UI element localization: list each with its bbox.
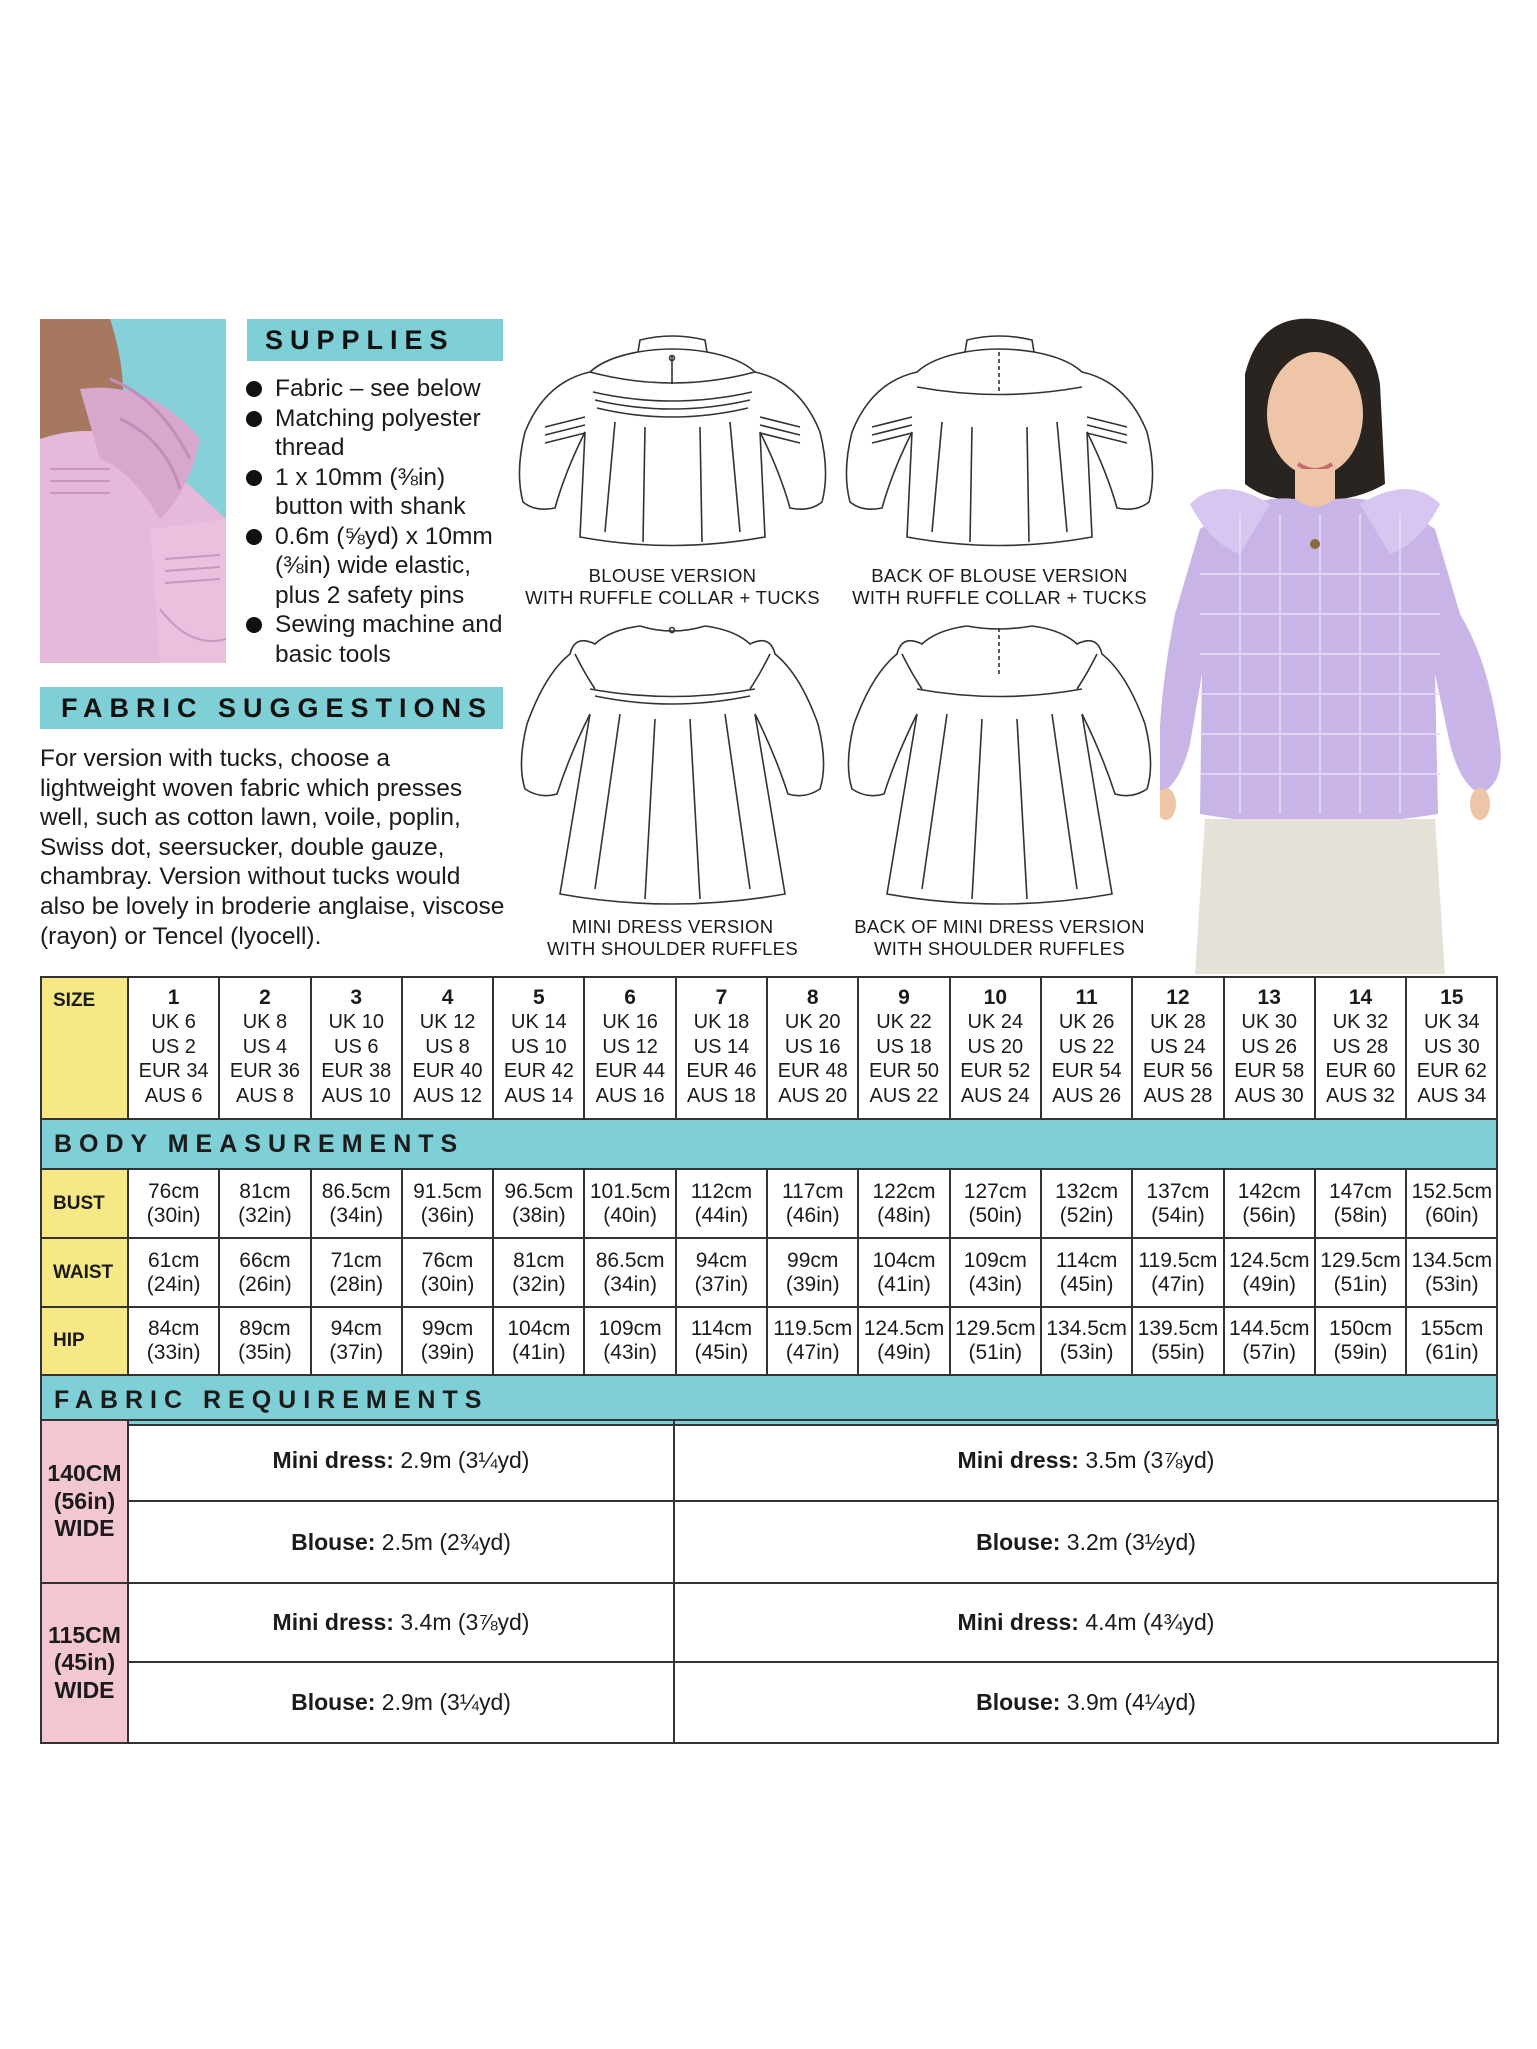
requirement-cell: Mini dress: 2.9m (3¼yd) [128,1420,674,1501]
measurement-cell: 84cm (33in) [128,1307,219,1375]
requirement-row [41,1583,1498,1662]
requirement-row [41,1501,1498,1583]
mini-dress-back-caption: BACK OF MINI DRESS VERSION WITH SHOULDER RUFFLES [854,916,1145,959]
measurement-cell: 134.5cm (53in) [1406,1238,1497,1307]
measurement-cell: 86.5cm (34in) [311,1169,402,1238]
measurement-cell: 76cm (30in) [402,1238,493,1307]
bust-row [41,1169,1497,1238]
size-row [41,977,1497,1119]
measurement-cell: 124.5cm (49in) [1224,1238,1315,1307]
blouse-front-caption: BLOUSE VERSION WITH RUFFLE COLLAR + TUCKS [525,565,820,608]
requirement-cell: Blouse: 3.2m (3½yd) [674,1501,1498,1583]
measurement-cell: 119.5cm (47in) [767,1307,858,1375]
measurement-cell: 127cm (50in) [950,1169,1041,1238]
measurement-cell: 132cm (52in) [1041,1169,1132,1238]
requirement-row [41,1420,1498,1501]
supply-item: Fabric – see below [244,374,514,404]
size-cell: 10 UK 24 US 20 EUR 52 AUS 24 [950,977,1041,1119]
mini-dress-back-drawing [842,614,1157,914]
bust-label: BUST [41,1169,128,1238]
supply-item: 1 x 10mm (⅜in) button with shank [244,463,514,522]
measurement-cell: 104cm (41in) [493,1307,584,1375]
measurement-cell: 134.5cm (53in) [1041,1307,1132,1375]
body-measurements-heading: BODY MEASUREMENTS [41,1119,1497,1169]
measurement-cell: 112cm (44in) [676,1169,767,1238]
measurement-cell: 76cm (30in) [128,1169,219,1238]
measurement-cell: 61cm (24in) [128,1238,219,1307]
measurement-cell: 96.5cm (38in) [493,1169,584,1238]
waist-label: WAIST [41,1238,128,1307]
size-cell: 2 UK 8 US 4 EUR 36 AUS 8 [219,977,310,1119]
size-cell: 4 UK 12 US 8 EUR 40 AUS 12 [402,977,493,1119]
measurement-cell: 124.5cm (49in) [858,1307,949,1375]
blouse-back-drawing [842,322,1157,562]
measurement-cell: 114cm (45in) [1041,1238,1132,1307]
measurement-cell: 109cm (43in) [584,1307,675,1375]
measurement-cell: 129.5cm (51in) [1315,1238,1406,1307]
measurement-cell: 71cm (28in) [311,1238,402,1307]
supply-item: Sewing machine and basic tools [244,610,514,669]
measurement-cell: 91.5cm (36in) [402,1169,493,1238]
measurement-cell: 99cm (39in) [402,1307,493,1375]
requirement-row [41,1662,1498,1743]
hip-row [41,1307,1497,1375]
measurement-cell: 86.5cm (34in) [584,1238,675,1307]
supplies-heading: SUPPLIES [247,319,503,361]
requirement-cell: Blouse: 2.5m (2¾yd) [128,1501,674,1583]
blouse-front-drawing [515,322,830,562]
size-cell: 14 UK 32 US 28 EUR 60 AUS 32 [1315,977,1406,1119]
requirement-cell: Mini dress: 3.5m (3⅞yd) [674,1420,1498,1501]
size-cell: 8 UK 20 US 16 EUR 48 AUS 20 [767,977,858,1119]
size-cell: 3 UK 10 US 6 EUR 38 AUS 10 [311,977,402,1119]
size-cell: 5 UK 14 US 10 EUR 42 AUS 14 [493,977,584,1119]
measurement-cell: 81cm (32in) [493,1238,584,1307]
size-chart-table [40,976,1498,1426]
mini-dress-front-caption: MINI DRESS VERSION WITH SHOULDER RUFFLES [547,916,798,959]
supply-item: 0.6m (⅝yd) x 10mm (⅜in) wide elastic, plus 2 safety pins [244,522,514,611]
measurement-cell: 150cm (59in) [1315,1307,1406,1375]
fabric-requirements-table [40,1419,1499,1744]
requirement-cell: Blouse: 3.9m (4¼yd) [674,1662,1498,1743]
measurement-cell: 81cm (32in) [219,1169,310,1238]
measurement-cell: 109cm (43in) [950,1238,1041,1307]
measurement-cell: 94cm (37in) [311,1307,402,1375]
measurement-cell: 89cm (35in) [219,1307,310,1375]
measurement-cell: 119.5cm (47in) [1132,1238,1223,1307]
waist-row [41,1238,1497,1307]
measurement-cell: 114cm (45in) [676,1307,767,1375]
supply-item: Matching polyester thread [244,404,514,463]
measurement-cell: 129.5cm (51in) [950,1307,1041,1375]
fabric-suggestions-text: For version with tucks, choose a lightweight woven fabric which presses well, such as cotton lawn, voile, poplin, Swiss dot, seersucker, double gauze, chambray. Version without tucks would also be lovely in broderie anglaise, viscose (rayon) or Tencel (lyocell). [40,745,505,950]
hip-label: HIP [41,1307,128,1375]
mini-dress-front-drawing [515,614,830,914]
measurement-cell: 155cm (61in) [1406,1307,1497,1375]
measurement-cell: 94cm (37in) [676,1238,767,1307]
measurement-cell: 66cm (26in) [219,1238,310,1307]
measurement-cell: 99cm (39in) [767,1238,858,1307]
size-cell: 12 UK 28 US 24 EUR 56 AUS 28 [1132,977,1223,1119]
requirement-cell: Blouse: 2.9m (3¼yd) [128,1662,674,1743]
fabric-requirements-row [41,1375,1497,1425]
size-cell: 1 UK 6 US 2 EUR 34 AUS 6 [128,977,219,1119]
size-cell: 13 UK 30 US 26 EUR 58 AUS 30 [1224,977,1315,1119]
size-cell: 15 UK 34 US 30 EUR 62 AUS 34 [1406,977,1497,1119]
requirement-cell: Mini dress: 4.4m (4¾yd) [674,1583,1498,1662]
size-label: SIZE [41,977,128,1119]
measurement-cell: 122cm (48in) [858,1169,949,1238]
fabric-width-label: 140CM (56in) WIDE [41,1420,128,1583]
body-measurements-row [41,1119,1497,1169]
sleeve-detail-photo [40,319,226,663]
measurement-cell: 101.5cm (40in) [584,1169,675,1238]
fabric-width-label: 115CM (45in) WIDE [41,1583,128,1743]
measurement-cell: 147cm (58in) [1315,1169,1406,1238]
size-cell: 7 UK 18 US 14 EUR 46 AUS 18 [676,977,767,1119]
measurement-cell: 104cm (41in) [858,1238,949,1307]
model-photo [1160,314,1517,974]
measurement-cell: 144.5cm (57in) [1224,1307,1315,1375]
size-cell: 9 UK 22 US 18 EUR 50 AUS 22 [858,977,949,1119]
fabric-requirements-heading: FABRIC REQUIREMENTS [41,1375,1497,1425]
size-cell: 11 UK 26 US 22 EUR 54 AUS 26 [1041,977,1132,1119]
blouse-back-caption: BACK OF BLOUSE VERSION WITH RUFFLE COLLAR + TUCKS [852,565,1147,608]
supplies-list [244,374,514,669]
requirement-cell: Mini dress: 3.4m (3⅞yd) [128,1583,674,1662]
measurement-cell: 139.5cm (55in) [1132,1307,1223,1375]
fabric-suggestions-heading: FABRIC SUGGESTIONS [40,687,503,729]
size-cell: 6 UK 16 US 12 EUR 44 AUS 16 [584,977,675,1119]
measurement-cell: 117cm (46in) [767,1169,858,1238]
measurement-cell: 137cm (54in) [1132,1169,1223,1238]
measurement-cell: 152.5cm (60in) [1406,1169,1497,1238]
measurement-cell: 142cm (56in) [1224,1169,1315,1238]
